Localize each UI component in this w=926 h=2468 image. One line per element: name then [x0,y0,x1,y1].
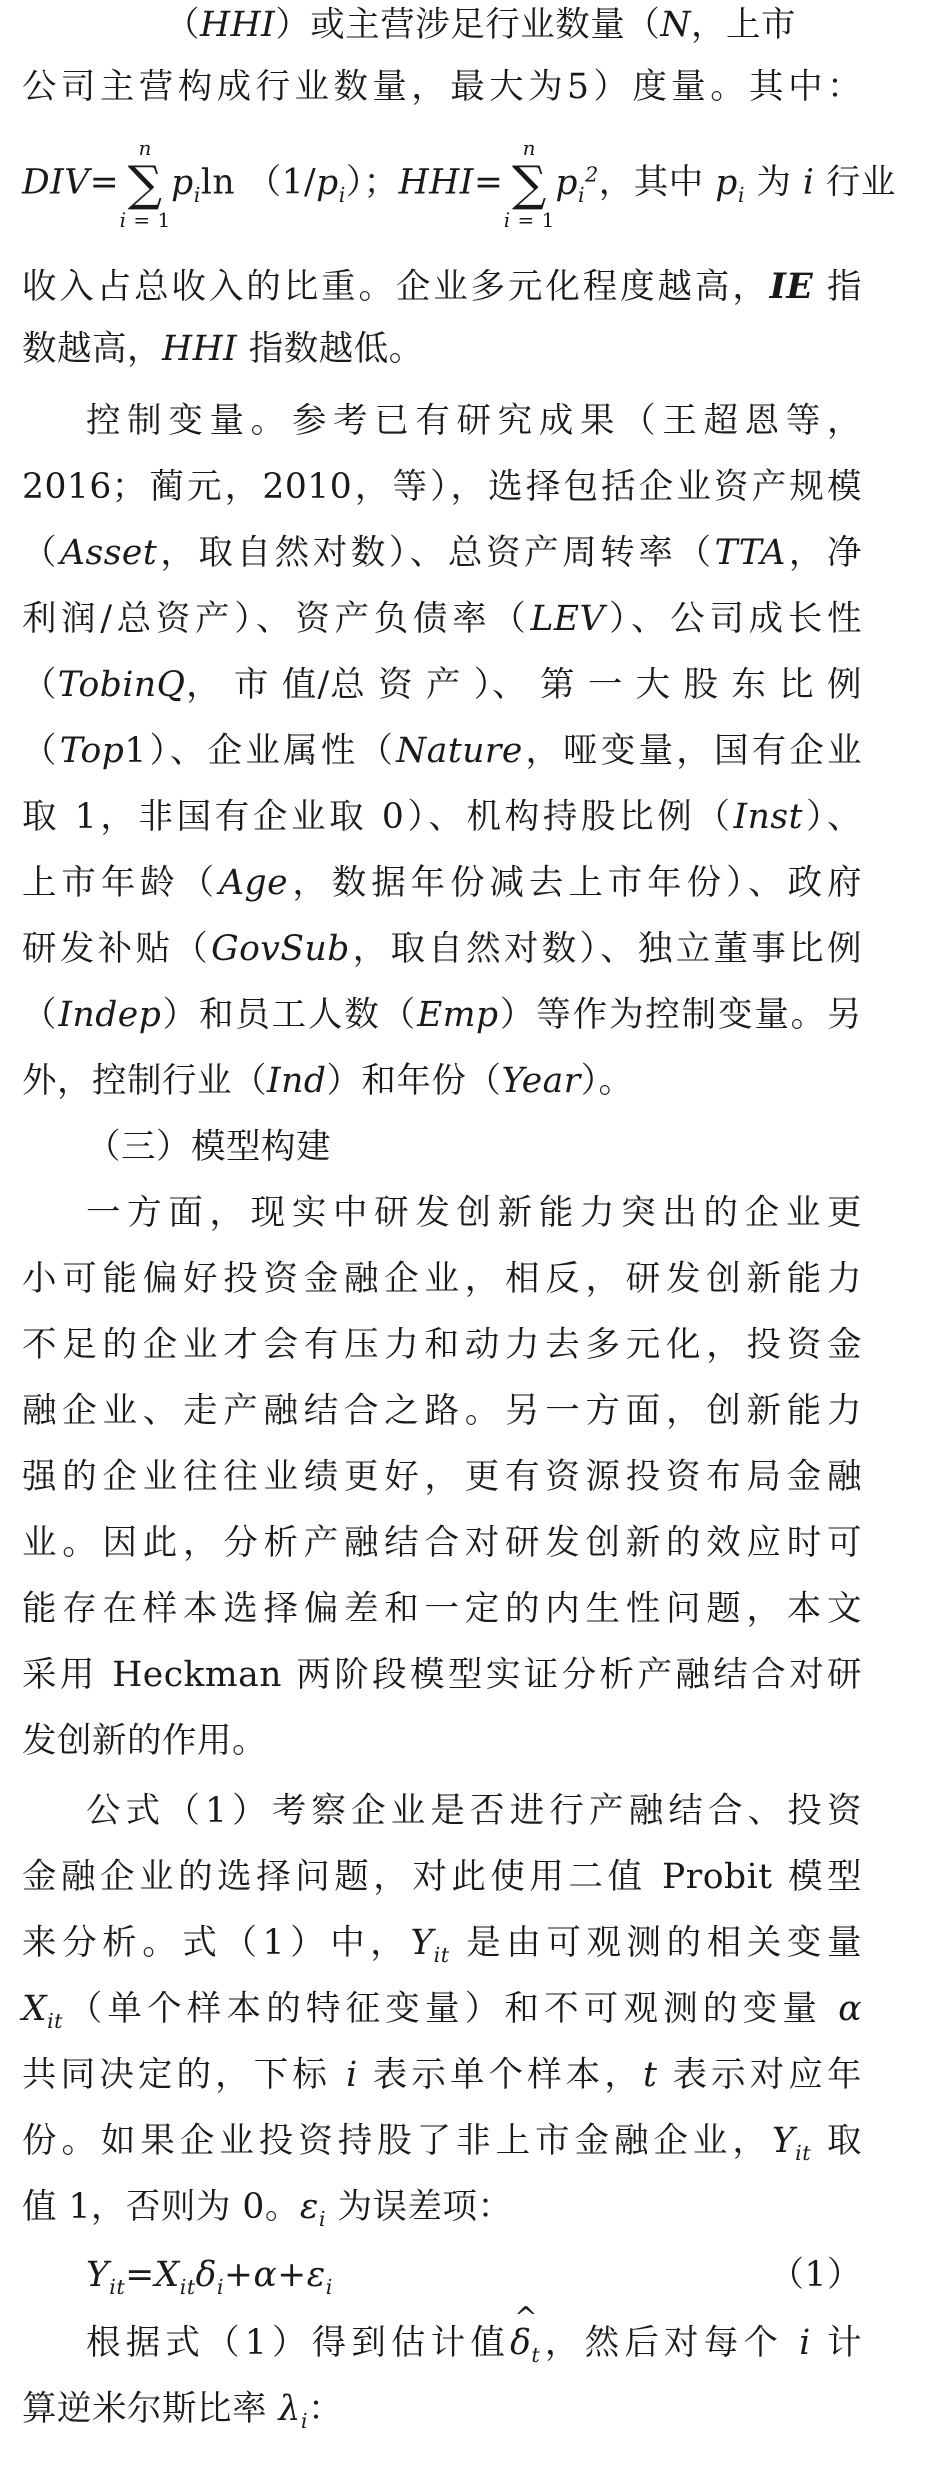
para2-line7: 取 1，非国有企业取 0）、机构持股比例（Inst）、 [22,797,862,837]
para2-line2: 2016；蔺元，2010，等），选择包括企业资产规模 [22,467,862,507]
para4-line2: 金融企业的选择问题，对此使用二值 Probit 模型 [22,1857,862,1897]
para4-line4: $X_{it}$（单个样本的特征变量）和不可观测的变量 α [22,1989,862,2033]
para2-line9: 研发补贴（GovSub，取自然对数）、独立董事比例 [22,929,863,969]
para4-line6: 份。如果企业投资持股了非上市金融企业，$Y_{it}$ 取 [22,2121,863,2165]
para5-line2: 算逆米尔斯比率 $\lambda_i$： [22,2389,343,2433]
para2-line11: 外，控制行业（Ind）和年份（Year）。 [22,1061,634,1101]
sum-symbol: n ∑ i = 1 [503,136,555,232]
para1-line5: 数越高，HHI 指数越低。 [22,329,424,369]
para2-line4: 利润/总资产）、资产负债率（LEV）、公司成长性 [22,599,863,639]
para2-line1: 控制变量。参考已有研究成果（王超恩等， [86,401,862,441]
para1-line2: 公司主营构成行业数量，最大为5）度量。其中： [22,67,862,107]
para4-line5: 共同决定的，下标 i 表示单个样本，t 表示对应年 [22,2055,862,2095]
para1-line4: 收入占总收入的比重。企业多元化程度越高，IE 指 [22,267,863,307]
para3-line7: 能存在样本选择偏差和一定的内生性问题，本文 [22,1589,862,1629]
para3-line8: 采用 Heckman 两阶段模型实证分析产融结合对研 [22,1655,862,1695]
para3-line9: 发创新的作用。 [22,1721,267,1761]
para4-line7: 值 1，否则为 0。$\varepsilon_i$ 为误差项： [22,2187,513,2231]
para5-line1: 根据式（1）得到估计值^ $\delta_t$，然后对每个 i 计 [86,2326,862,2366]
section-heading: （三）模型构建 [86,1127,331,1167]
equation-1: $Y_{it}=X_{it}\delta_i+\alpha+\varepsilon_i$ （1） [86,2255,862,2299]
para3-line1: 一方面，现实中研发创新能力突出的企业更 [86,1193,862,1233]
para3-line5: 强的企业往往业绩更好，更有资源投资布局金融 [22,1457,862,1497]
para2-line6: （Top1）、企业属性（Nature，哑变量，国有企业 [22,731,862,771]
para3-line6: 业。因此，分析产融结合对研发创新的效应时可 [22,1523,862,1563]
para3-line2: 小可能偏好投资金融企业，相反，研发创新能力 [22,1259,862,1299]
para2-line10: （Indep）和员工人数（Emp）等作为控制变量。另 [22,995,863,1035]
para4-line1: 公式（1）考察企业是否进行产融结合、投资 [86,1791,862,1831]
para3-line3: 不足的企业才会有压力和动力去多元化，投资金 [22,1325,862,1365]
para4-line3: 来分析。式（1）中，$Y_{it}$ 是由可观测的相关变量 [22,1923,863,1967]
para2-line3: （Asset，取自然对数）、总资产周转率（TTA，净 [22,533,863,573]
diversification-formula: DIV= n ∑ i = 1 $p_i\ln$ $(1/p_i)$；HHI= n ∑ i = 1 $p_i^2$，其中 $p_i$ 为 i 行业 [22,136,896,232]
sum-symbol: n ∑ i = 1 [119,136,171,232]
para3-line4: 融企业、走产融结合之路。另一方面，创新能力 [22,1391,862,1431]
para2-line5: （TobinQ， 市 值/总 资 产 ）、 第 一 大 股 东 比 例 [22,665,862,705]
para2-line8: 上市年龄（Age，数据年份减去上市年份）、政府 [22,863,863,903]
equation-1-number: （1） [769,2255,862,2295]
para1-line1: （HHI）或主营涉足行业数量（N，上市 [165,5,796,45]
